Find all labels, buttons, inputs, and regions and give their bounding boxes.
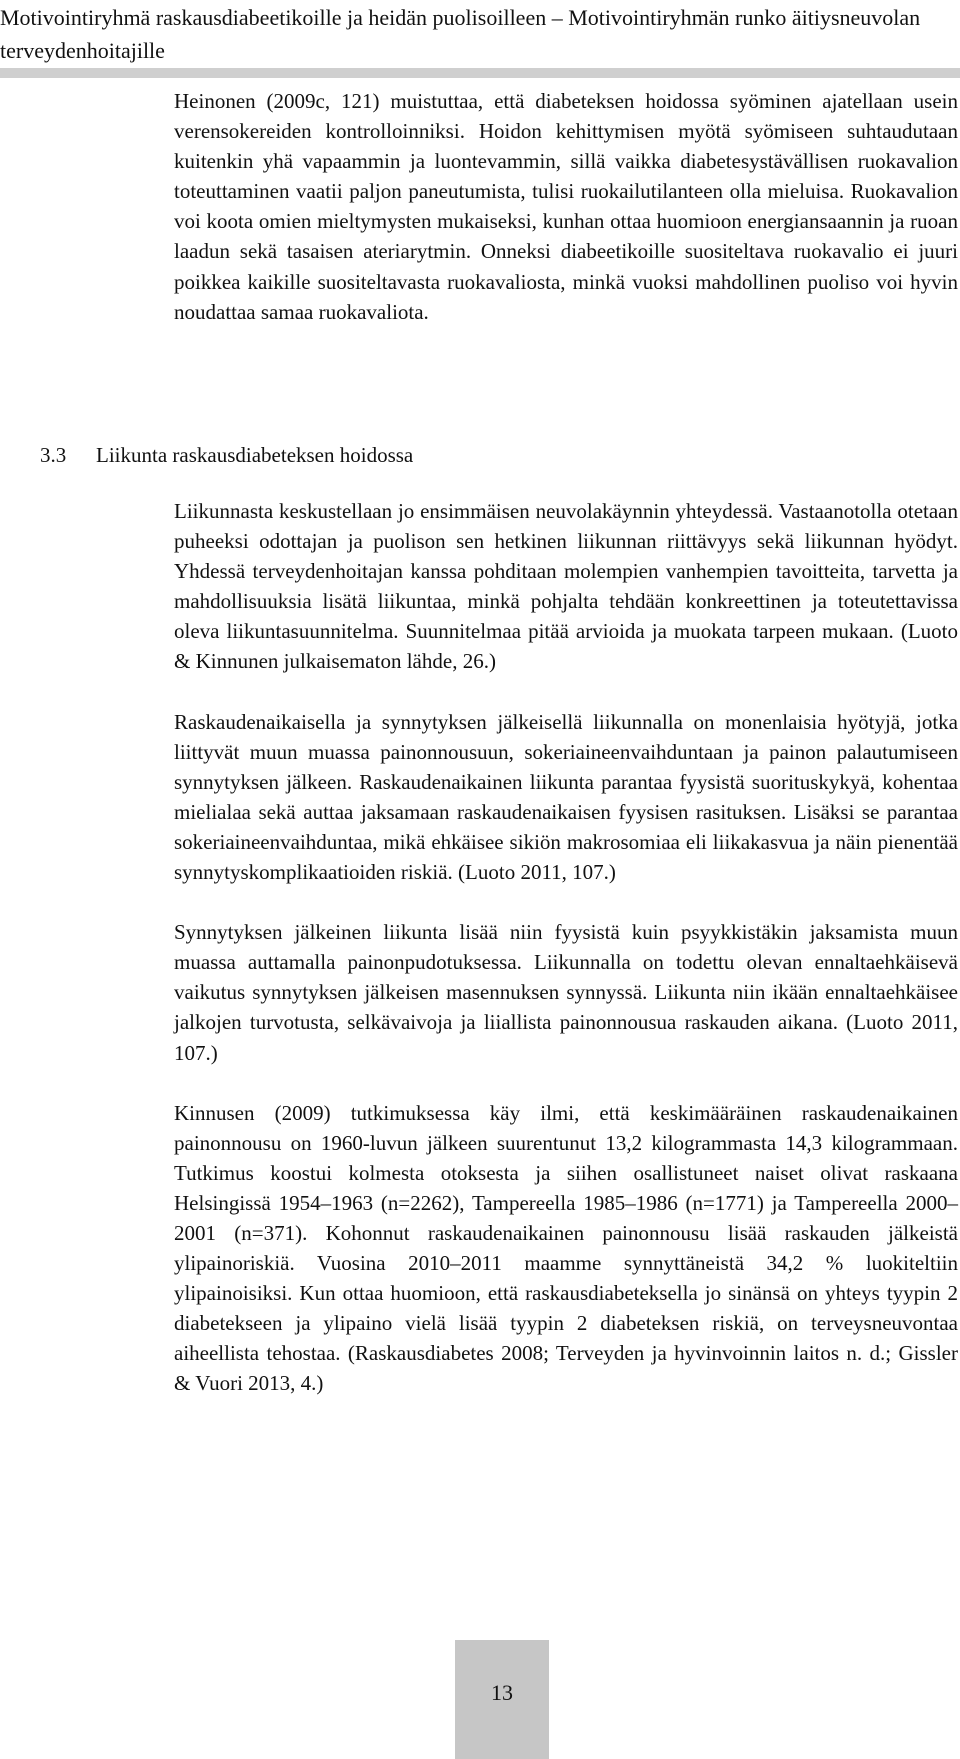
section-title: Liikunta raskausdiabeteksen hoidossa xyxy=(96,443,414,467)
page-number-box xyxy=(455,1640,549,1759)
section-number: 3.3 xyxy=(40,443,67,467)
main-content xyxy=(174,86,958,327)
section-content xyxy=(174,496,958,1399)
body-paragraph: Raskaudenaikaisella ja synnytyksen jälkeisellä liikunnalla on monenlaisia hyötyjä, jotka liittyvät muun muassa painonnousuun, sokeriaineenvaihduntaan ja painon palautumiseen synnytyksen jälkeen. Raskaudenaikainen liikunta parantaa fyysistä suorituskykyä, kohentaa mielialaa sekä auttaa jaksamaan raskaudenaikaisen fyysisen rasituksen. Lisäksi se parantaa sokeriaineenvaihduntaa, mikä ehkäisee sikiön makrosomiaa eli liikakasvua ja näin pienentää synnytyskomplikaatioiden riskiä. (Luoto 2011, 107.) xyxy=(174,709,958,885)
body-paragraph: Liikunnasta keskustellaan jo ensimmäisen neuvolakäynnin yhteydessä. Vastaanotolla otetaan puheeksi odottajan ja puolison sen hetkinen liikunnan riittävyys sekä liikunnan hyödyt. Yhdessä terveydenhoitajan kanssa pohditaan molempien vanhempien tavoitteita, tarvetta ja mahdollisuuksia lisätä liikuntaa, minkä pohjalta tehdään konkreettinen ja toteutettavissa oleva liikuntasuunnitelma. Suunnitelmaa pitää arvioida ja muokata tarpeen mukaan. (Luoto & Kinnunen julkaisematon lähde, 26.) xyxy=(174,499,958,674)
section-heading xyxy=(40,440,413,470)
page-number: 13 xyxy=(491,1680,513,1705)
header-divider xyxy=(0,68,960,78)
body-paragraph: Synnytyksen jälkeinen liikunta lisää niin fyysistä kuin psyykkistäkin jaksamista muun muassa auttamalla painonpudotuksessa. Liikunnalla on todettu olevan ennaltaehkäisevä vaikutus synnytyksen jälkeisen masennuksen synnyssä. Liikunta niin ikään ennaltaehkäisee jalkojen turvotusta, selkävaivoja ja liiallista painonnousua raskauden aikana. (Luoto 2011, 107.) xyxy=(174,920,958,1065)
body-paragraph: Heinonen (2009c, 121) muistuttaa, että diabeteksen hoidossa syöminen ajatellaan usein verensokereiden kontrolloinniksi. Hoidon kehittymisen myötä syömiseen suhtaudutaan kuitenkin yhä vapaammin ja luontevammin, sillä vaikka diabetesystävällisen ruokavalion toteuttaminen vaatii paljon paneutumista, tulisi ruokailutilanteen olla mieluisa. Ruokavalion voi koota omien mieltymysten mukaiseksi, kunhan ottaa huomioon energiansaannin ja ruoan laadun sekä tasaisen ateriarytmin. Onneksi diabeetikoille suositeltava ruokavalio ei juuri poikkea kaikille suositeltavasta ruokavaliosta, minkä vuoksi mahdollinen puoliso voi hyvin noudattaa samaa ruokavaliota. xyxy=(174,89,958,324)
running-header-title: Motivointiryhmä raskausdiabeetikoille ja heidän puolisoilleen – Motivointiryhmän runko äitiysneuvolan terveydenhoitajille xyxy=(0,5,921,63)
body-paragraph: Kinnusen (2009) tutkimuksessa käy ilmi, että keskimääräinen raskaudenaikainen painonnousu on 1960-luvun jälkeen suurentunut 13,2 kilogrammasta 14,3 kilogrammaan. Tutkimus koostui kolmesta otoksesta ja siihen osallistuneet naiset olivat raskaana Helsingissä 1954–1963 (n=2262), Tampereella 1985–1986 (n=1771) ja Tampereella 2000–2001 (n=371). Kohonnut raskaudenaikainen painonnousu lisää raskauden jälkeistä ylipainoriskiä. Vuosina 2010–2011 maamme synnyttäneistä 34,2 % luokiteltiin ylipainoisiksi. Kun ottaa huomioon, että raskausdiabeteksella jo sinänsä on yhteys tyypin 2 diabetekseen ja ylipaino vielä lisää tyypin 2 diabeteksen riskiä, on terveysneuvontaa aiheellista tehostaa. (Raskausdiabetes 2008; Terveyden ja hyvinvoinnin laitos n. d.; Gissler & Vuori 2013, 4.) xyxy=(174,1100,958,1396)
page-header xyxy=(0,0,960,78)
